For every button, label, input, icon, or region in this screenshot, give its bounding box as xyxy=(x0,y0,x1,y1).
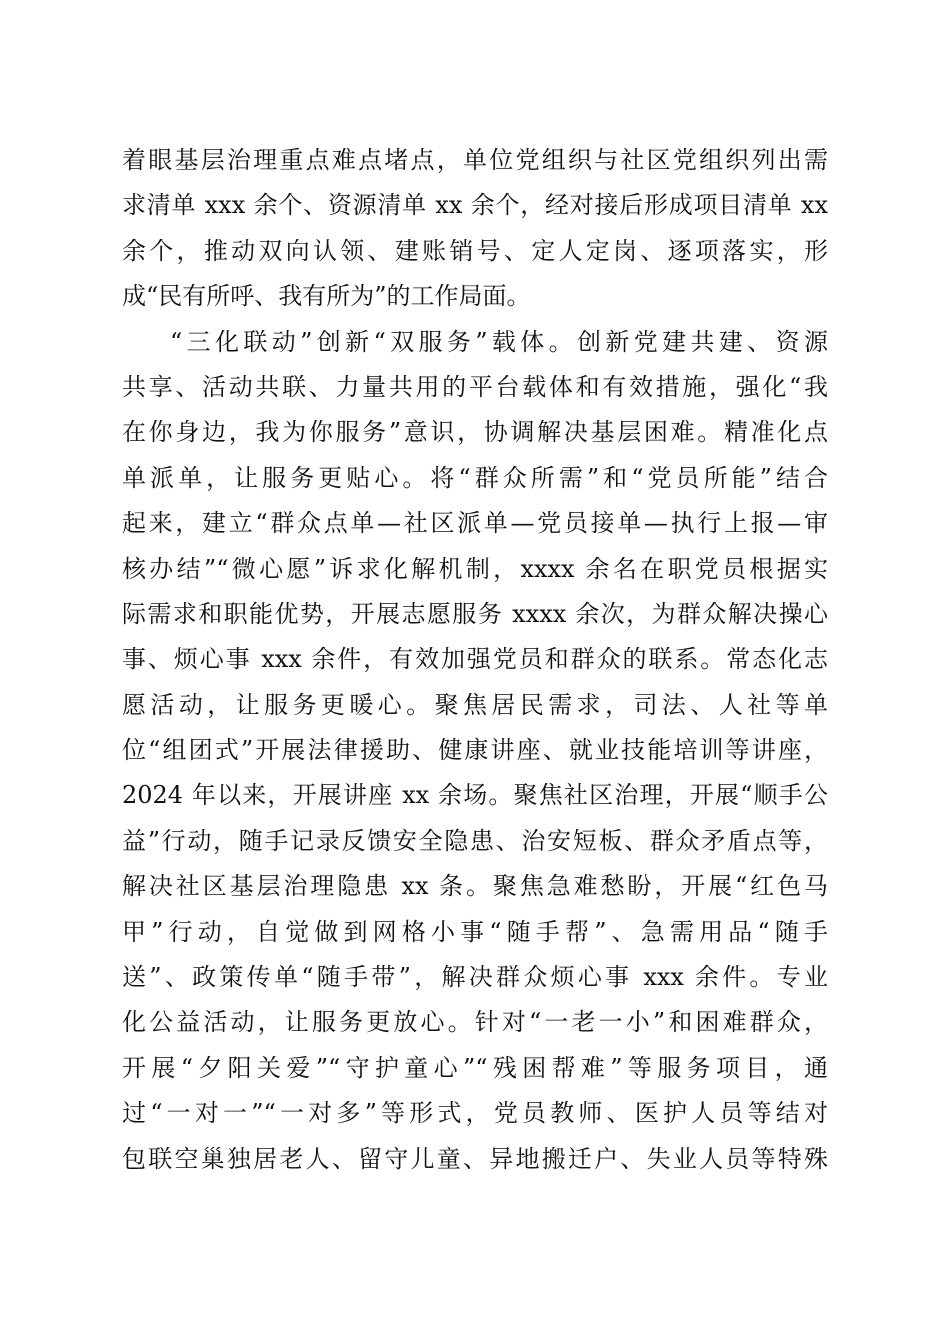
text-line: 包联空巢独居老人、留守儿童、异地搬迁户、失业人员等特殊 xyxy=(122,1144,828,1173)
text-line: 单派单，让服务更贴心。将“群众所需”和“党员所能”结合 xyxy=(122,463,828,492)
text-line: 共享、活动共联、力量共用的平台载体和有效措施，强化“我 xyxy=(122,372,828,401)
text-line: 化公益活动，让服务更放心。针对“一老一小”和困难群众， xyxy=(122,1008,828,1037)
text-line: 事、烦心事 xxx 余件，有效加强党员和群众的联系。常态化志 xyxy=(122,645,828,674)
text-line: 解决社区基层治理隐患 xx 条。聚焦急难愁盼，开展“红色马 xyxy=(122,872,828,901)
text-line: 开展“夕阳关爱”“守护童心”“残困帮难”等服务项目，通 xyxy=(122,1053,828,1082)
text-line: 核办结”“微心愿”诉求化解机制，xxxx 余名在职党员根据实 xyxy=(122,554,828,583)
text-line: 2024 年以来，开展讲座 xx 余场。聚焦社区治理，开展“顺手公 xyxy=(122,781,828,810)
text-line: 愿活动，让服务更暖心。聚焦居民需求，司法、人社等单 xyxy=(122,690,828,719)
text-line: 起来，建立“群众点单—社区派单—党员接单—执行上报—审 xyxy=(122,509,828,538)
text-line: 送”、政策传单“随手带”，解决群众烦心事 xxx 余件。专业 xyxy=(122,963,828,992)
text-line: 余个，推动双向认领、建账销号、定人定岗、逐项落实，形 xyxy=(122,236,828,265)
text-line: 着眼基层治理重点难点堵点，单位党组织与社区党组织列出需 xyxy=(122,146,828,174)
text-line: 成“民有所呼、我有所为”的工作局面。 xyxy=(122,282,531,311)
text-line: 益”行动，随手记录反馈安全隐患、治安短板、群众矛盾点等， xyxy=(122,826,828,855)
text-line: 际需求和职能优势，开展志愿服务 xxxx 余次，为群众解决操心 xyxy=(122,599,828,628)
body-text xyxy=(122,138,828,1182)
text-line: “三化联动”创新“双服务”载体。创新党建共建、资源 xyxy=(170,327,828,356)
text-line: 甲”行动，自觉做到网格小事“随手帮”、急需用品“随手 xyxy=(122,917,828,946)
paragraph-2 xyxy=(122,320,828,1182)
text-line: 在你身边，我为你服务”意识，协调解决基层困难。精准化点 xyxy=(122,418,828,447)
paragraph-1 xyxy=(122,138,828,320)
text-line: 位“组团式”开展法律援助、健康讲座、就业技能培训等讲座， xyxy=(122,736,828,765)
text-line: 求清单 xxx 余个、资源清单 xx 余个，经对接后形成项目清单 xx xyxy=(122,191,828,220)
text-line: 过“一对一”“一对多”等形式，党员教师、医护人员等结对 xyxy=(122,1099,828,1128)
